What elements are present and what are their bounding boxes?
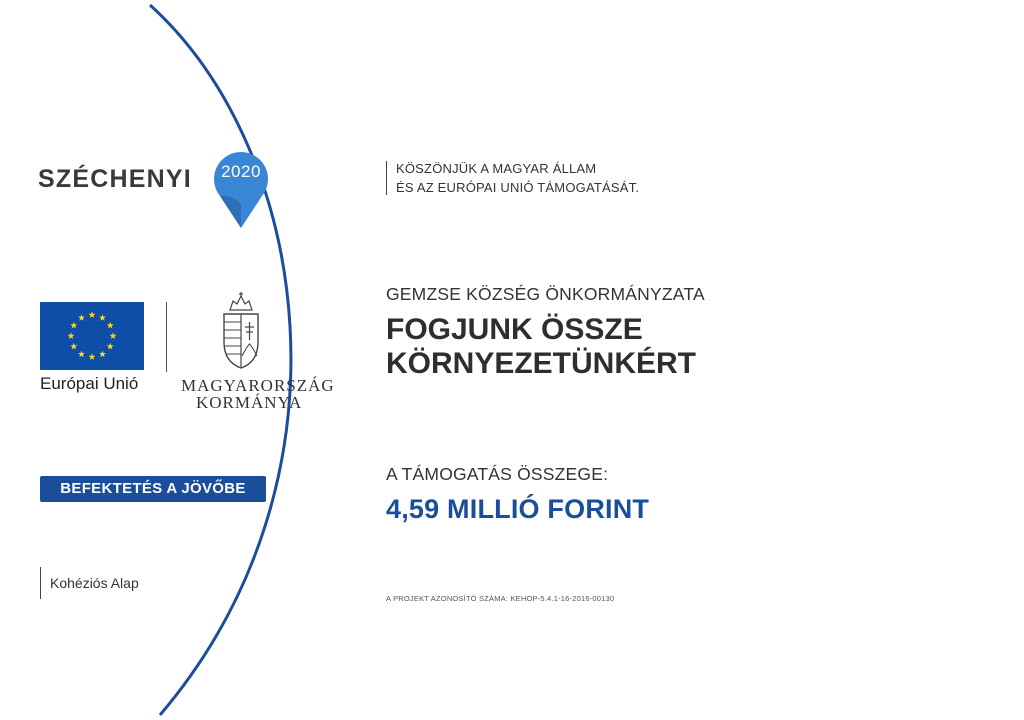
- eu-star-icon: [107, 322, 114, 329]
- fund-divider: [40, 567, 41, 599]
- eu-star-icon: [107, 343, 114, 350]
- support-amount-label: A TÁMOGATÁS ÖSSZEGE:: [386, 464, 609, 484]
- eu-star-icon: [110, 332, 117, 339]
- thanks-divider: [386, 161, 387, 195]
- government-label-line2: KORMÁNYA: [196, 393, 303, 412]
- eu-star-icon: [99, 351, 106, 358]
- eu-star-icon: [70, 322, 77, 329]
- eu-star-icon: [89, 311, 96, 318]
- beneficiary-name: GEMZSE KÖZSÉG ÖNKORMÁNYZATA: [386, 284, 705, 304]
- eu-star-icon: [70, 343, 77, 350]
- eu-star-icon: [78, 314, 85, 321]
- eu-star-icon: [89, 353, 96, 360]
- project-title-line1: FOGJUNK ÖSSZE: [386, 313, 643, 346]
- project-id: A PROJEKT AZONOSÍTÓ SZÁMA: KEHOP-5.4.1-16-2016-00130: [386, 594, 615, 603]
- fund-label: Kohéziós Alap: [50, 575, 139, 591]
- logo-divider: [166, 302, 167, 372]
- support-amount: 4,59 MILLIÓ FORINT: [386, 494, 650, 524]
- eu-star-icon: [99, 314, 106, 321]
- szechenyi-year: 2020: [221, 162, 261, 181]
- thanks-line1: KÖSZÖNJÜK A MAGYAR ÁLLAM: [396, 161, 597, 176]
- eu-flag-icon: [40, 302, 144, 370]
- eu-star-icon: [68, 332, 75, 339]
- szechenyi-logo-text: SZÉCHENYI: [38, 165, 192, 193]
- thanks-line2: ÉS AZ EURÓPAI UNIÓ TÁMOGATÁSÁT.: [396, 180, 640, 195]
- investment-badge: BEFEKTETÉS A JÖVŐBE: [40, 476, 266, 502]
- hungarian-coat-of-arms-icon: [218, 292, 264, 370]
- eu-star-icon: [78, 351, 85, 358]
- project-title-line2: KÖRNYEZETÜNKÉRT: [386, 347, 697, 380]
- eu-label: Európai Unió: [40, 374, 139, 393]
- government-label-line1: MAGYARORSZÁG: [181, 376, 335, 395]
- location-pin-icon: [212, 148, 270, 230]
